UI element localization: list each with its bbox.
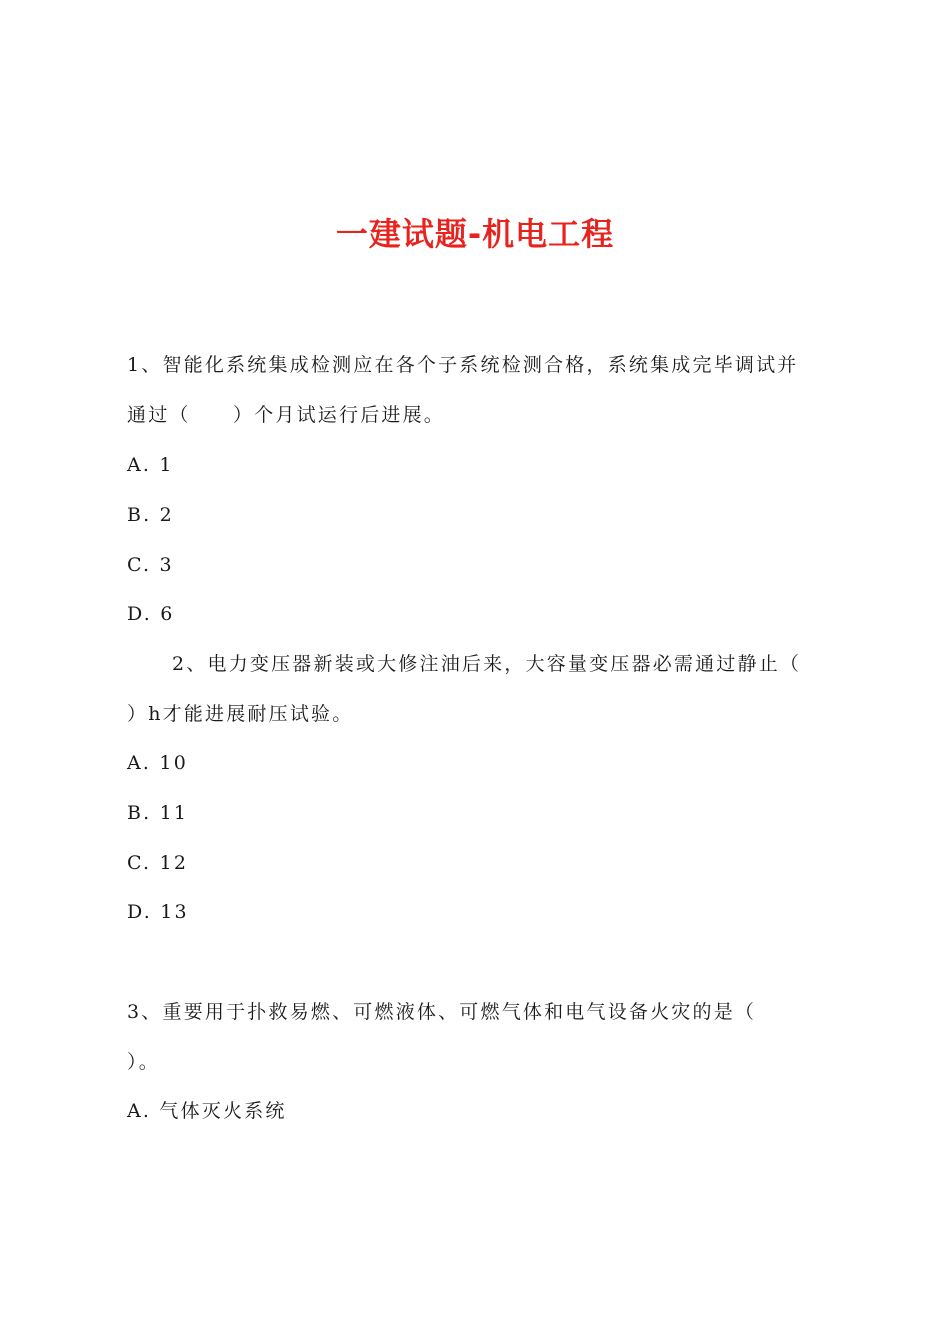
question-2-option-a: A. 10	[127, 752, 188, 774]
question-1-option-b: B. 2	[127, 504, 174, 526]
question-2-text-line-2: ）h才能进展耐压试验。	[127, 703, 354, 725]
question-3-text-line-1: 3、重要用于扑救易燃、可燃液体、可燃气体和电气设备火灾的是（	[127, 1001, 757, 1023]
question-2-option-b: B. 11	[127, 802, 189, 824]
question-1-option-a: A. 1	[127, 454, 174, 476]
question-2-text-line-1: 2、电力变压器新装或大修注油后来，大容量变压器必需通过静止（	[172, 653, 802, 675]
question-1-text-line-2: 通过（ ）个月试运行后进展。	[127, 404, 446, 426]
question-1-text-line-1: 1、智能化系统集成检测应在各个子系统检测合格，系统集成完毕调试并	[127, 354, 799, 376]
question-1-option-d: D. 6	[127, 603, 175, 625]
question-1-option-c: C. 3	[127, 554, 174, 576]
question-2-option-d: D. 13	[127, 901, 189, 923]
document-title: 一建试题-机电工程	[335, 215, 615, 253]
question-2-option-c: C. 12	[127, 852, 189, 874]
question-3-text-line-2: ）。	[127, 1051, 160, 1073]
question-3-option-a: A. 气体灭火系统	[127, 1100, 287, 1122]
